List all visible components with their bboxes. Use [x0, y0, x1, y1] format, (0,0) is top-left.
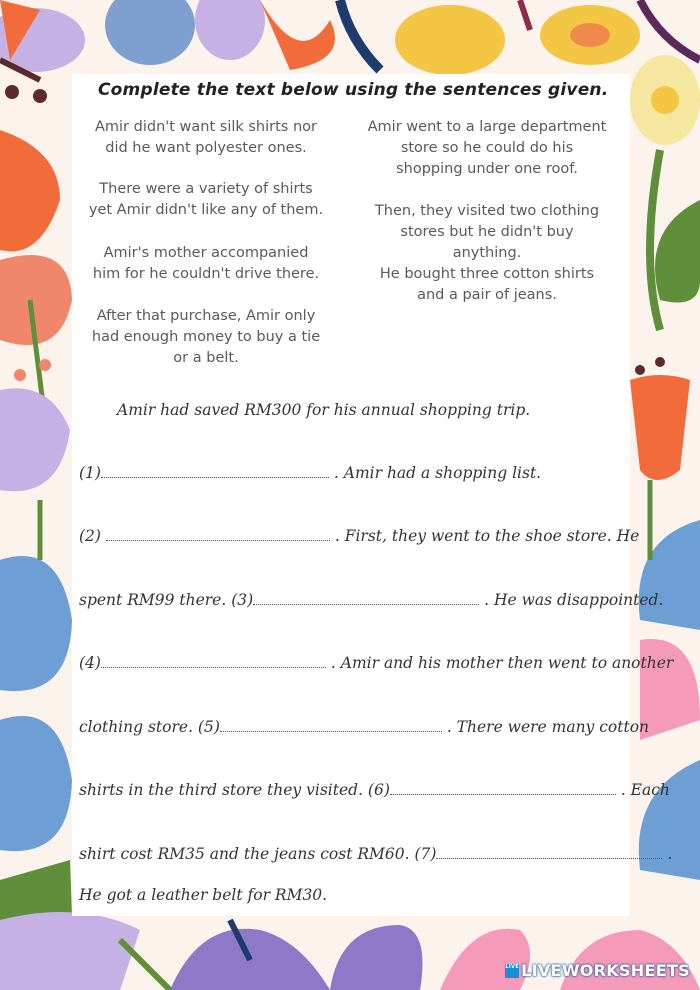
choice-line: After that purchase, Amir only — [96, 308, 316, 324]
choice-line: Amir went to a large department — [367, 119, 607, 135]
instructions-title: Complete the text below using the sentences given. — [98, 80, 609, 100]
story-line-4 — [79, 654, 673, 672]
blank-number-4: (4) — [79, 654, 101, 672]
choice-line: Amir didn't want silk shirts nor — [94, 119, 317, 135]
story-text: . — [667, 845, 673, 863]
choice-two-clothing-stores — [367, 201, 607, 264]
logo-lettering: LIVE — [505, 963, 519, 970]
choice-after-purchase — [86, 306, 326, 369]
choice-line: store so he could do his — [400, 140, 574, 156]
choice-department-store — [367, 117, 607, 180]
choice-line: Then, they visited two clothing — [374, 203, 600, 219]
choice-line: had enough money to buy a tie — [91, 329, 321, 345]
answer-blank-6[interactable] — [390, 783, 616, 795]
answer-blank-7[interactable] — [436, 847, 662, 859]
choice-line: stores but he didn't buy anything. — [400, 224, 574, 261]
choice-line: and a pair of jeans. — [417, 287, 557, 303]
answer-blank-5[interactable] — [220, 720, 442, 732]
answer-blank-4[interactable] — [101, 656, 326, 668]
story-text: . He was disappointed. — [484, 591, 664, 609]
liveworksheets-badge[interactable] — [505, 961, 690, 980]
story-line-3 — [79, 591, 663, 609]
answer-blank-3[interactable] — [253, 593, 479, 605]
choice-line: or a belt. — [173, 350, 239, 366]
story-text: shirt cost RM35 and the jeans cost RM60. (7) — [79, 845, 437, 863]
choice-silk-shirts — [86, 117, 326, 159]
choice-line: Amir's mother accompanied — [103, 245, 309, 261]
answer-blank-2[interactable] — [106, 529, 330, 541]
blank-number-1: (1) — [79, 464, 101, 482]
story-line-7 — [79, 845, 672, 863]
story-text: spent RM99 there. (3) — [79, 591, 254, 609]
story-line-5 — [79, 718, 649, 736]
choice-line: did he want polyester ones. — [105, 140, 307, 156]
choice-line: There were a variety of shirts — [99, 181, 313, 197]
answer-blank-1[interactable] — [101, 466, 329, 478]
liveworksheets-logo-icon — [505, 964, 519, 978]
choice-line: He bought three cotton shirts — [379, 266, 595, 282]
story-line-1 — [79, 464, 541, 482]
story-text: clothing store. (5) — [79, 718, 220, 736]
blank-number-2: (2) — [79, 527, 101, 545]
choice-line: yet Amir didn't like any of them. — [88, 202, 324, 218]
story-line-8: He got a leather belt for RM30. — [79, 886, 328, 904]
choice-line: him for he couldn't drive there. — [92, 266, 320, 282]
story-text: . Amir and his mother then went to another — [330, 654, 674, 672]
story-line-6 — [79, 781, 670, 799]
story-text: . There were many cotton — [446, 718, 650, 736]
story-text: . Each — [620, 781, 670, 799]
choice-variety-shirts — [86, 179, 326, 221]
story-intro: Amir had saved RM300 for his annual shopping trip. — [117, 401, 531, 419]
story-text: shirts in the third store they visited. (6) — [79, 781, 390, 799]
story-text: . Amir had a shopping list. — [333, 464, 542, 482]
choice-cotton-shirts — [367, 264, 607, 306]
liveworksheets-name: LIVEWORKSHEETS — [521, 961, 690, 980]
story-text: . First, they went to the shoe store. He — [334, 527, 640, 545]
choice-mother-accompanied — [86, 243, 326, 285]
story-line-2 — [79, 527, 639, 545]
choice-line: shopping under one roof. — [396, 161, 578, 177]
